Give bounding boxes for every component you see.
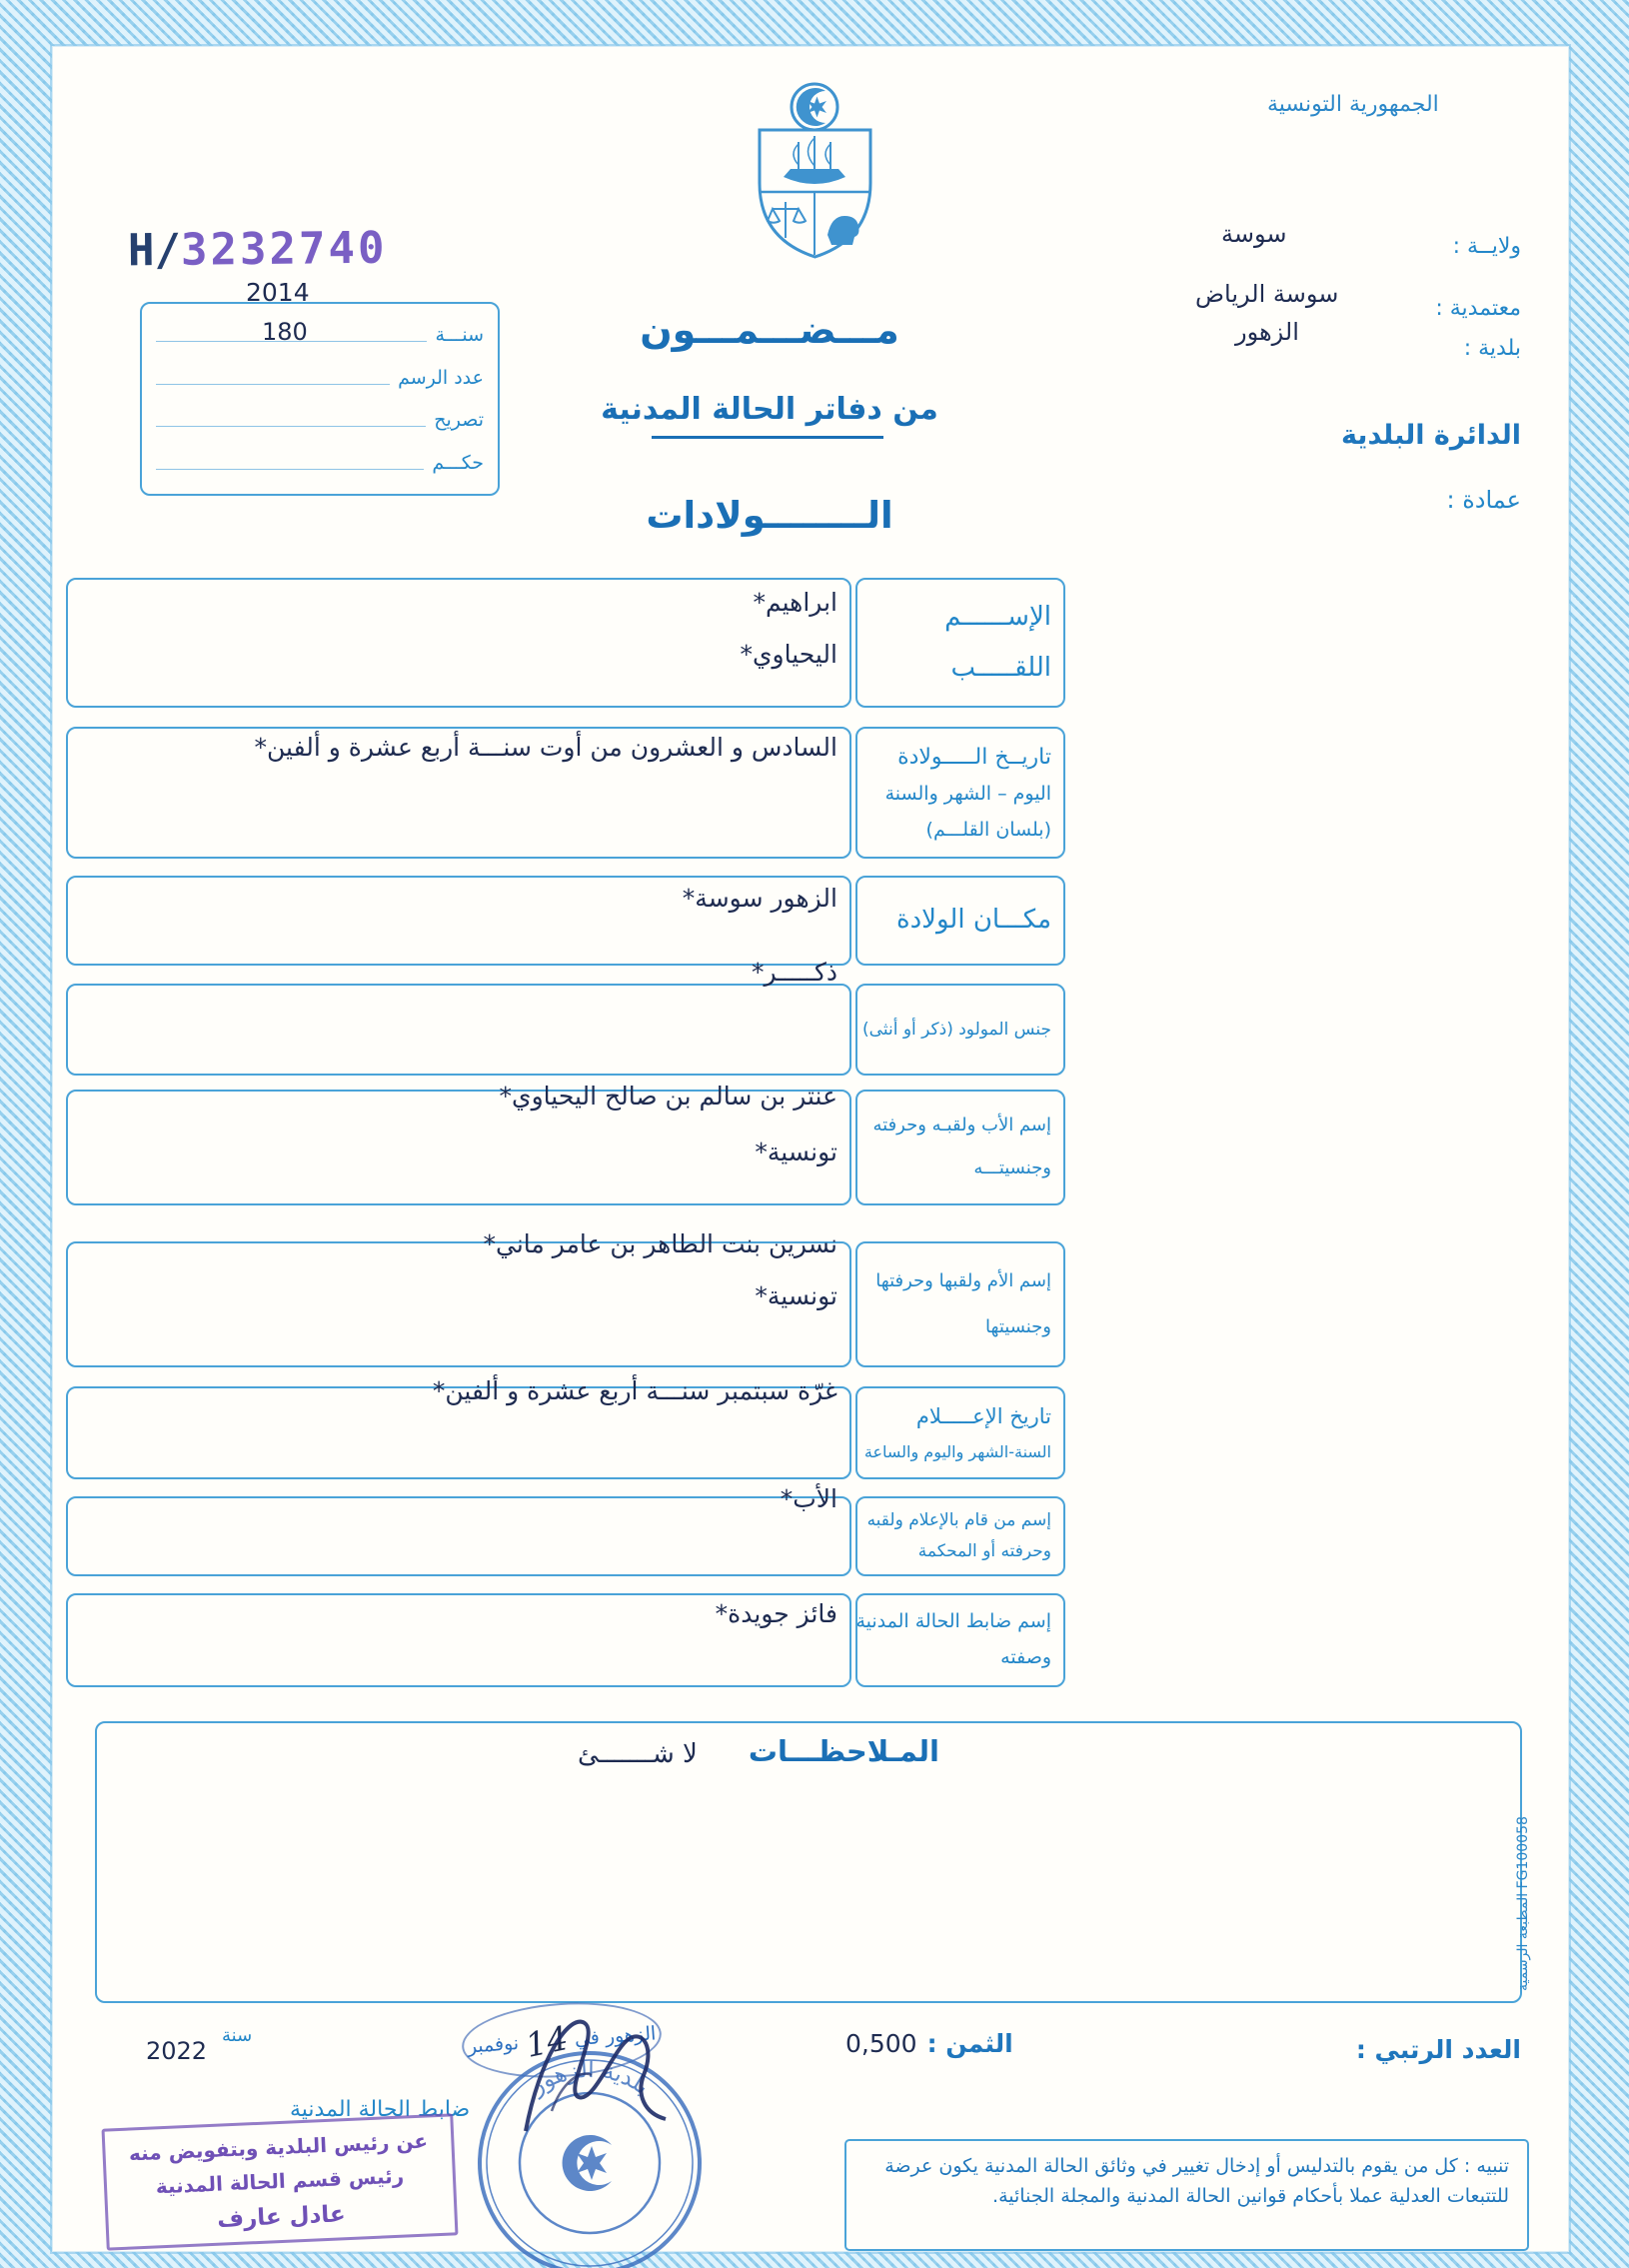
date-place: الزهور في: [574, 2022, 658, 2051]
print-reference: المطبعة الرسمية FG100058: [1515, 1816, 1531, 1991]
notifier-label-2: وحرفته أو المحكمة: [917, 1540, 1051, 1561]
officer-signature-label: ضابط الحالة المدنية: [290, 2097, 471, 2122]
delegation-label: معتمدية :: [1435, 296, 1521, 321]
sex-value-box: [66, 958, 851, 1076]
tunisia-coat-of-arms: [738, 80, 892, 290]
price-value: 0,500: [845, 2029, 917, 2058]
birth-place-label-box: [855, 876, 1065, 966]
ref-row-year: [142, 324, 498, 346]
notification-date-label-box: [855, 1386, 1065, 1479]
notifier-label-box: [855, 1496, 1065, 1576]
ref-row-act: [142, 367, 498, 389]
mother-label-box: [855, 1241, 1065, 1367]
birth-date-value-box: [66, 727, 851, 859]
notification-date-label-1: تاريخ الإعـــــلام: [915, 1404, 1051, 1429]
notifier-label-1: إسم من قام بالإعلام ولقبه: [866, 1510, 1051, 1531]
reference-box: [140, 302, 500, 496]
serial-prefix: H/: [127, 224, 182, 277]
father-name-value: عنتر بن سالم بن صالح اليحياوي*: [499, 1082, 837, 1111]
legal-notice: تنبيه : كل من يقوم بالتدليس أو إدخال تغيير في وثائق الحالة المدنية يكون عرضة للتتبعات العدلية عملا بأحكام قوانين الحالة المدنية والمجلة الجنائية.: [844, 2139, 1529, 2251]
stamp-line-3: عادل عارف: [216, 2200, 347, 2233]
ref-row-judgment: [142, 452, 498, 474]
price-label: الثمن :: [926, 2029, 1013, 2058]
district-label: الدائرة البلدية: [1340, 420, 1521, 451]
father-nationality-value: تونسية*: [755, 1137, 837, 1166]
birth-date-label-2: اليوم – الشهر والسنة: [884, 783, 1051, 806]
ref-judgment-label: حكـــم: [432, 451, 484, 474]
name-label-box: [855, 578, 1065, 708]
document-subtitle: من دفاتر الحالة المدنية: [601, 392, 938, 427]
officer-label-1: إسم ضابط الحالة المدنية: [855, 1610, 1051, 1633]
wilaya-label: ولايــة :: [1452, 234, 1521, 259]
officer-value-box: [66, 1593, 851, 1687]
ordinal-number-label: العدد الرتبي :: [1355, 2035, 1521, 2064]
notification-date-value-box: [66, 1376, 851, 1479]
officer-value: فائز جويدة*: [715, 1599, 837, 1628]
subtitle-underline: [652, 436, 883, 439]
mother-label-2: وجنسيتها: [985, 1315, 1051, 1337]
price-field: [845, 2029, 1013, 2058]
notifier-value: الأب*: [780, 1484, 837, 1513]
first-name-label: الإســــــم: [944, 601, 1051, 632]
mother-nationality-value: تونسية*: [755, 1281, 837, 1310]
last-name-value: اليحياوي*: [740, 640, 837, 669]
notifier-value-box: [66, 1484, 851, 1576]
birth-place-label: مكـــان الولادة: [895, 905, 1051, 936]
delegation-ink-stamp: [102, 2113, 459, 2250]
notification-date-label-2: السنة-الشهر واليوم والساعة: [863, 1442, 1051, 1462]
municipality-value: الزهور: [1235, 318, 1299, 346]
first-name-value: ابراهيم*: [753, 588, 837, 617]
ref-rule: [156, 384, 390, 385]
officer-label-box: [855, 1593, 1065, 1687]
remarks-title: المـلاحظـــات: [748, 1734, 939, 1768]
birth-place-value-box: [66, 876, 851, 966]
serial-number-stamp: [128, 223, 388, 277]
ref-rule: [156, 469, 424, 470]
footer-typed-year: 2022: [146, 2037, 208, 2065]
mother-label-1: إسم الأم ولقبها وحرفتها: [875, 1269, 1051, 1291]
sex-label: جنس المولود (ذكر أو أنثى): [862, 1019, 1051, 1040]
birth-date-label-3: (بلسان القلـــم): [925, 818, 1051, 841]
stamp-line-1: عن رئيس البلدية وبتفويض منه: [128, 2128, 429, 2166]
notification-date-value: غرّة سبتمبر سنـــة أربع عشرة و ألفين*: [432, 1376, 837, 1405]
serial-digits: 3232740: [180, 222, 388, 276]
remarks-value: لا شـــــــئ: [578, 1739, 698, 1769]
father-label-box: [855, 1090, 1065, 1205]
municipality-label: بلدية :: [1463, 336, 1521, 361]
last-name-label: اللقـــــب: [950, 652, 1051, 683]
date-day-handwritten: 14: [522, 2017, 572, 2065]
ref-declaration-label: تصريح: [434, 409, 484, 432]
ref-row-declaration: [142, 409, 498, 431]
act-number-value: 180: [262, 318, 308, 346]
footer-year-label: سنة: [222, 2025, 253, 2046]
signature-scribble: [492, 1991, 702, 2151]
mother-name-value: نسرين بنت الطاهر بن عامر ماني*: [483, 1229, 837, 1258]
ref-year-label: سنـــة: [435, 324, 484, 347]
seal-text: بلدية الزهور: [525, 2056, 655, 2100]
birth-place-value: الزهور سوسة*: [682, 884, 837, 913]
document-title: مـــضـــمـــون: [640, 308, 899, 352]
births-title: الــــــــولادات: [646, 494, 893, 537]
name-value-box: [66, 578, 851, 708]
father-value-box: [66, 1082, 851, 1205]
birth-date-label-box: [855, 727, 1065, 859]
birth-date-label-1: تاريــخ الـــــولادة: [897, 744, 1051, 770]
omda-label: عمادة :: [1446, 486, 1521, 514]
sex-label-box: [855, 984, 1065, 1076]
wilaya-value: سوسة: [1221, 220, 1287, 248]
father-label-2: وجنسيتـــه: [973, 1157, 1051, 1179]
mother-value-box: [66, 1229, 851, 1367]
ref-rule: [156, 426, 426, 427]
officer-label-2: وصفته: [1000, 1646, 1051, 1669]
stamp-line-2: رئيس قسم الحالة المدنية: [155, 2163, 405, 2199]
date-month: نوفمبر: [467, 2032, 520, 2058]
typed-year-top: 2014: [246, 278, 310, 307]
sex-value: ذكـــــر*: [752, 958, 837, 987]
delegation-value: سوسة الرياض: [1195, 280, 1339, 308]
father-label-1: إسم الأب ولقبـه وحرفته: [872, 1115, 1051, 1136]
ref-act-label: عدد الرسم: [398, 366, 484, 389]
birth-date-value: السادس و العشرون من أوت سنـــة أربع عشرة و ألفين*: [254, 733, 837, 762]
republic-title: الجمهورية التونسية: [1267, 92, 1439, 117]
